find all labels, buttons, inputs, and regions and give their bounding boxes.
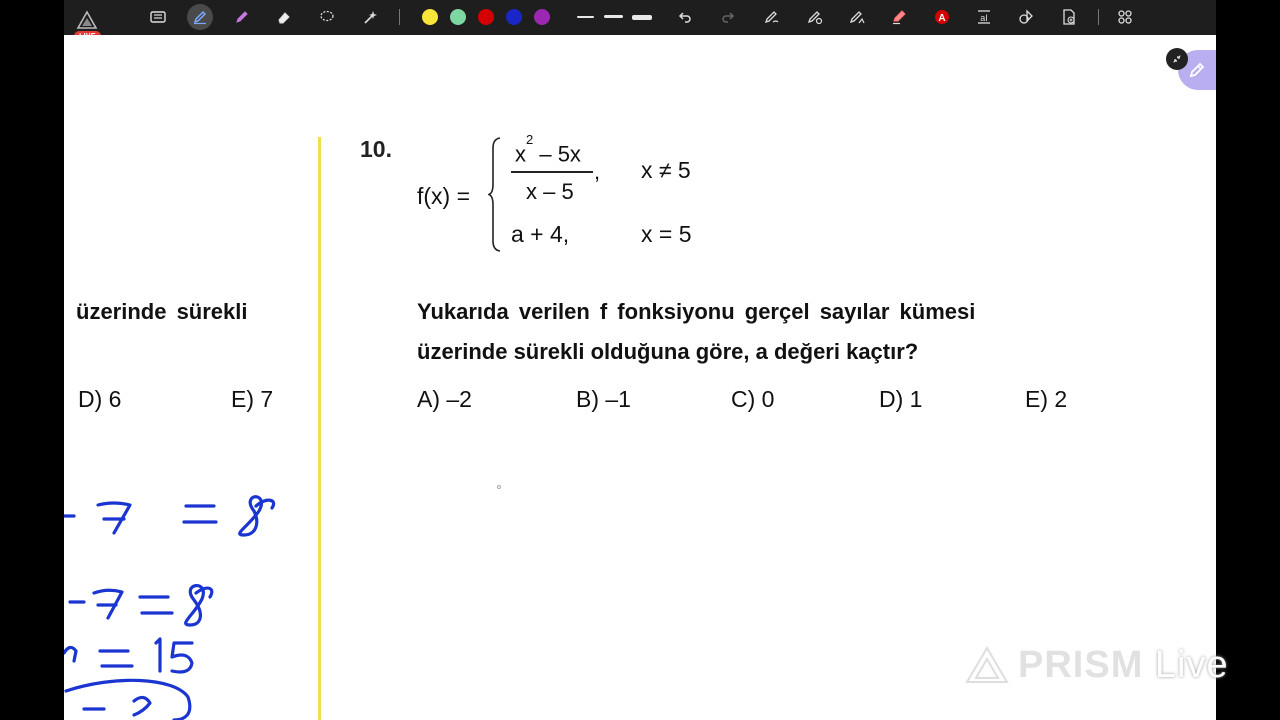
drawing-toolbar [64, 0, 1216, 35]
text-color-icon[interactable] [930, 5, 954, 29]
undo-icon[interactable] [673, 5, 697, 29]
keyboard-icon[interactable] [146, 5, 170, 29]
text-style-icon[interactable] [972, 5, 996, 29]
case2-condition: x = 5 [641, 221, 692, 247]
left-option-e: E) 7 [231, 386, 274, 412]
whiteboard-page[interactable] [64, 35, 1216, 720]
shape-pen-2-icon[interactable] [803, 5, 827, 29]
stroke-medium[interactable] [604, 15, 623, 18]
left-option-d: D) 6 [78, 386, 122, 412]
color-swatch-purple[interactable] [534, 9, 550, 25]
eraser-icon[interactable] [272, 5, 296, 29]
color-swatch-red[interactable] [478, 9, 494, 25]
option-d: D) 1 [879, 386, 923, 412]
prism-watermark-icon [964, 645, 1010, 685]
left-question-stem-fragment: üzerinde sürekli [76, 299, 248, 324]
toolbar-separator [399, 9, 400, 25]
svg-text:A: A [938, 13, 946, 24]
option-b: B) –1 [576, 386, 631, 412]
prism-live-watermark [964, 643, 1229, 687]
question-number: 10. [360, 136, 392, 162]
question-stem-line-1: Yukarıda verilen f fonksiyonu gerçel sayılar kümesi [417, 299, 976, 324]
color-swatch-yellow[interactable] [422, 9, 438, 25]
option-c: C) 0 [731, 386, 775, 412]
watermark-suffix: Live [1154, 643, 1229, 686]
case1-denominator: x – 5 [526, 179, 574, 204]
piecewise-brace [488, 136, 502, 253]
shape-pen-icon[interactable] [760, 5, 784, 29]
svg-text:aI: aI [980, 13, 988, 23]
red-marker-icon[interactable] [887, 5, 911, 29]
highlighter-icon[interactable] [230, 5, 254, 29]
case2-expression: a + 4, [511, 221, 570, 247]
magic-wand-icon[interactable] [358, 5, 382, 29]
add-page-icon[interactable] [1057, 5, 1081, 29]
fraction-bar [511, 171, 593, 173]
handwritten-solution [64, 475, 304, 720]
redo-icon[interactable] [716, 5, 740, 29]
lasso-icon[interactable] [315, 5, 339, 29]
color-swatch-green[interactable] [450, 9, 466, 25]
cursor-dot [497, 485, 501, 489]
question-stem-line-2: üzerinde sürekli olduğuna göre, a değeri kaçtır? [417, 339, 919, 364]
grid-icon[interactable] [1113, 5, 1137, 29]
pen-icon [1187, 60, 1207, 80]
stroke-thick[interactable] [632, 15, 652, 20]
pen-icon[interactable] [187, 4, 213, 30]
case1-comma: , [594, 159, 601, 184]
collapse-icon[interactable] [1166, 48, 1188, 70]
case1-numerator: $x^2 - 5x$ [515, 132, 581, 167]
shape-pen-3-icon[interactable] [845, 5, 869, 29]
column-divider [318, 137, 321, 720]
shapes-icon[interactable] [1014, 5, 1038, 29]
toolbar-separator [1098, 9, 1099, 25]
stroke-thin[interactable] [577, 16, 594, 18]
option-e: E) 2 [1025, 386, 1068, 412]
option-a: A) –2 [417, 386, 472, 412]
case1-condition: x ≠ 5 [641, 157, 691, 183]
watermark-brand: PRISM [1018, 643, 1144, 686]
function-label: f(x) = [417, 183, 471, 209]
color-swatch-blue[interactable] [506, 9, 522, 25]
